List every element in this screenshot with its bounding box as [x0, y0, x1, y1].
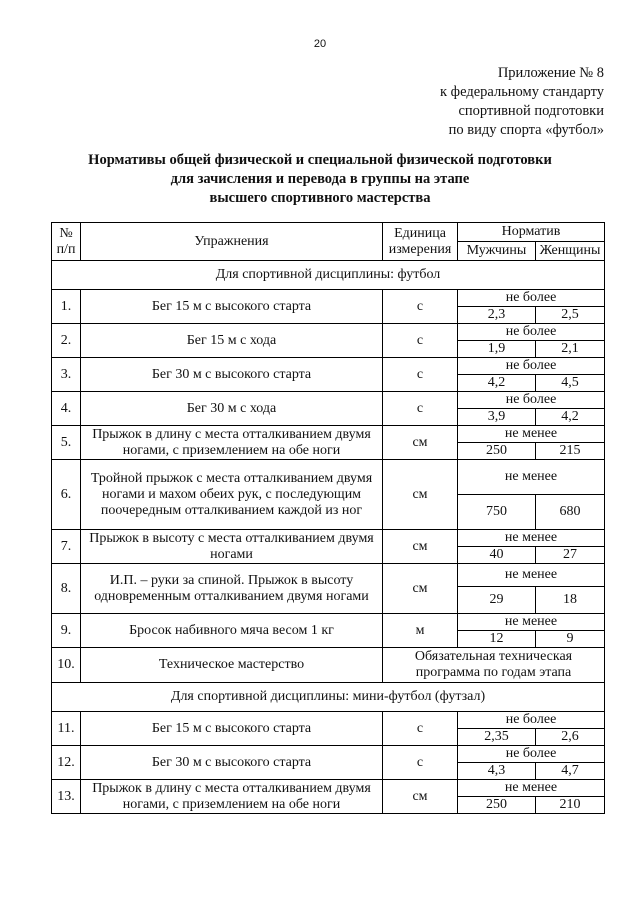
row-condition: не более: [458, 324, 605, 341]
header-exercise: Упражнения: [81, 223, 383, 261]
row-male: 2,3: [458, 307, 536, 324]
row-exercise: Техническое мастерство: [81, 648, 383, 683]
row-exercise: Бросок набивного мяча весом 1 кг: [81, 614, 383, 648]
row-unit: с: [383, 392, 458, 426]
row-female: 4,5: [536, 375, 605, 392]
appendix-block: [440, 64, 604, 140]
row-unit: с: [383, 712, 458, 746]
row-exercise: Прыжок в высоту с места отталкиванием двумя ногами: [81, 530, 383, 564]
header-row: [52, 223, 605, 242]
row-exercise: Прыжок в длину с места отталкиванием двумя ногами, с приземлением на обе ноги: [81, 780, 383, 814]
row-male: 40: [458, 547, 536, 564]
appendix-line: по виду спорта «футбол»: [448, 122, 604, 138]
row-unit: см: [383, 460, 458, 530]
section-row: [52, 683, 605, 712]
row-male: 250: [458, 443, 536, 460]
row-unit: с: [383, 290, 458, 324]
row-num: 7.: [52, 530, 81, 564]
header-unit: Единица измерения: [383, 223, 458, 261]
header-male: Мужчины: [458, 242, 536, 261]
row-unit: с: [383, 324, 458, 358]
row-condition: не более: [458, 358, 605, 375]
row-exercise: Тройной прыжок с места отталкиванием двумя ногами и махом обеих рук, с последующим поочередным отталкиванием каждой из ног: [81, 460, 383, 530]
title-line: высшего спортивного мастерства: [209, 190, 431, 206]
table-row: [52, 358, 605, 375]
row-num: 1.: [52, 290, 81, 324]
row-condition: не менее: [458, 460, 605, 495]
norms-table: [51, 222, 605, 814]
row-condition: не менее: [458, 530, 605, 547]
title-line: Нормативы общей физической и специальной физической подготовки: [88, 152, 552, 168]
row-male: 12: [458, 631, 536, 648]
row-unit: с: [383, 358, 458, 392]
row-male: 4,3: [458, 763, 536, 780]
row-num: 5.: [52, 426, 81, 460]
row-female: 27: [536, 547, 605, 564]
document-title: [0, 151, 640, 208]
row-female: 680: [536, 495, 605, 530]
row-unit: см: [383, 530, 458, 564]
row-num: 8.: [52, 564, 81, 614]
row-condition: не менее: [458, 564, 605, 587]
row-female: 215: [536, 443, 605, 460]
table-row: [52, 614, 605, 631]
row-condition: не менее: [458, 614, 605, 631]
appendix-line: Приложение № 8: [497, 65, 604, 81]
row-exercise: Бег 15 м с высокого старта: [81, 712, 383, 746]
row-condition: не более: [458, 712, 605, 729]
section-title: Для спортивной дисциплины: мини-футбол (футзал): [52, 683, 605, 712]
row-female: 4,2: [536, 409, 605, 426]
row-num: 6.: [52, 460, 81, 530]
row-male: 4,2: [458, 375, 536, 392]
row-female: 210: [536, 797, 605, 814]
row-female: 2,5: [536, 307, 605, 324]
header-norm: Норматив: [458, 223, 605, 242]
table-row: [52, 648, 605, 683]
table-row: [52, 780, 605, 797]
header-num: № п/п: [52, 223, 81, 261]
table-row: [52, 324, 605, 341]
row-unit: см: [383, 564, 458, 614]
row-unit: см: [383, 780, 458, 814]
table-row: [52, 392, 605, 409]
row-exercise: Бег 30 м с высокого старта: [81, 358, 383, 392]
title-line: для зачисления и перевода в группы на этапе: [170, 171, 470, 187]
row-female: 2,1: [536, 341, 605, 358]
row-male: 2,35: [458, 729, 536, 746]
row-exercise: И.П. – руки за спиной. Прыжок в высоту одновременным отталкиванием двумя ногами: [81, 564, 383, 614]
table-row: [52, 426, 605, 443]
row-num: 3.: [52, 358, 81, 392]
row-exercise: Бег 15 м с высокого старта: [81, 290, 383, 324]
row-condition: не более: [458, 290, 605, 307]
row-female: 2,6: [536, 729, 605, 746]
row-female: 9: [536, 631, 605, 648]
row-num: 4.: [52, 392, 81, 426]
row-num: 11.: [52, 712, 81, 746]
row-condition: не менее: [458, 426, 605, 443]
row-condition: не менее: [458, 780, 605, 797]
row-male: 29: [458, 587, 536, 614]
row-exercise: Бег 30 м с хода: [81, 392, 383, 426]
table-row: [52, 460, 605, 495]
table-row: [52, 530, 605, 547]
table-row: [52, 746, 605, 763]
row-male: 3,9: [458, 409, 536, 426]
row-male: 250: [458, 797, 536, 814]
row-norm-text: Обязательная техническая программа по годам этапа: [383, 648, 605, 683]
section-title: Для спортивной дисциплины: футбол: [52, 261, 605, 290]
row-condition: не более: [458, 746, 605, 763]
section-row: [52, 261, 605, 290]
row-condition: не более: [458, 392, 605, 409]
row-female: 18: [536, 587, 605, 614]
row-num: 13.: [52, 780, 81, 814]
page-number: 20: [313, 38, 327, 50]
row-num: 9.: [52, 614, 81, 648]
table-row: [52, 712, 605, 729]
row-exercise: Прыжок в длину с места отталкиванием двумя ногами, с приземлением на обе ноги: [81, 426, 383, 460]
row-male: 1,9: [458, 341, 536, 358]
row-exercise: Бег 15 м с хода: [81, 324, 383, 358]
row-exercise: Бег 30 м с высокого старта: [81, 746, 383, 780]
row-male: 750: [458, 495, 536, 530]
row-female: 4,7: [536, 763, 605, 780]
row-num: 10.: [52, 648, 81, 683]
appendix-line: спортивной подготовки: [458, 103, 604, 119]
row-unit: м: [383, 614, 458, 648]
table-row: [52, 564, 605, 587]
table-row: [52, 290, 605, 307]
row-unit: см: [383, 426, 458, 460]
row-unit: с: [383, 746, 458, 780]
row-num: 2.: [52, 324, 81, 358]
header-female: Женщины: [536, 242, 605, 261]
row-num: 12.: [52, 746, 81, 780]
appendix-line: к федеральному стандарту: [440, 84, 604, 100]
